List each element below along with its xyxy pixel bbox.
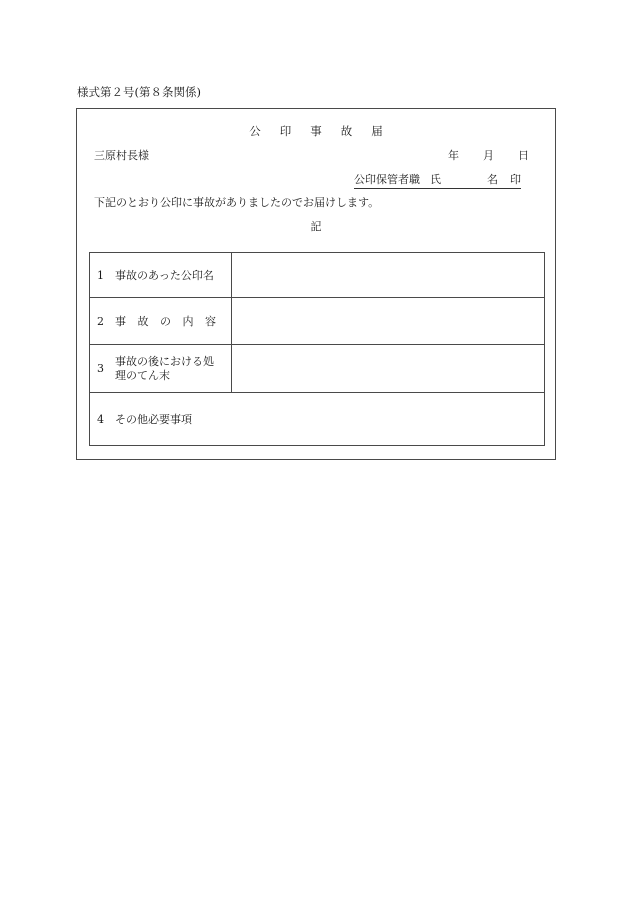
item-label: 事故のあった公印名 <box>115 269 214 282</box>
signer-role: 公印保管者職 <box>354 173 420 186</box>
ki-heading: 記 <box>310 220 322 233</box>
item-number: 3 <box>97 362 104 375</box>
item-label-cell <box>90 345 232 393</box>
item-label-line: 事故の後における処 <box>115 354 214 368</box>
table-row <box>90 253 545 298</box>
date-line <box>448 147 529 163</box>
signer-line <box>354 171 521 189</box>
date-month-label: 月 <box>483 149 494 162</box>
date-day-label: 日 <box>518 149 529 162</box>
item-value-cell[interactable] <box>232 298 545 345</box>
item-label: 事故の内容 <box>115 315 228 328</box>
item-label-cell <box>90 253 232 298</box>
item-label <box>115 355 214 383</box>
item-full-cell[interactable] <box>90 393 545 446</box>
item-number: 1 <box>97 268 104 282</box>
item-label: その他必要事項 <box>115 413 192 426</box>
items-table <box>89 252 545 446</box>
document-title: 公印事故届 <box>249 124 402 138</box>
item-label-line: 理のてん末 <box>115 368 170 382</box>
table-row <box>90 345 545 393</box>
table-row <box>90 298 545 345</box>
form-frame <box>76 108 556 460</box>
table-row <box>90 393 545 446</box>
item-value-cell[interactable] <box>232 345 545 393</box>
item-number: 2 <box>97 314 104 328</box>
item-number: 4 <box>97 412 104 426</box>
signer-mei: 名 <box>487 173 498 186</box>
seal-mark: 印 <box>510 173 521 186</box>
statement: 下記のとおり公印に事故がありましたのでお届けします。 <box>94 196 380 209</box>
date-year-label: 年 <box>448 149 459 162</box>
addressee: 三原村長様 <box>94 149 149 162</box>
form-number: 様式第２号(第８条関係) <box>77 85 201 99</box>
item-value-cell[interactable] <box>232 253 545 298</box>
signer-shi: 氏 <box>430 173 441 186</box>
item-label-cell <box>90 298 232 345</box>
